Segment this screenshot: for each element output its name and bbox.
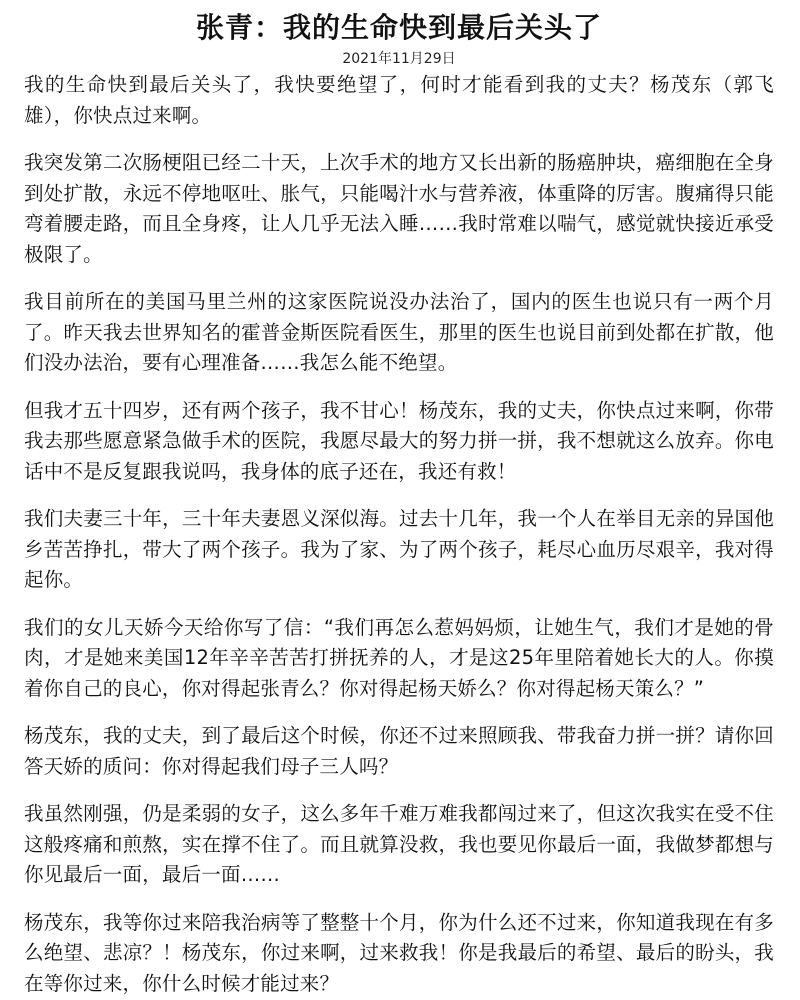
article-body <box>24 70 774 999</box>
paragraph-2: 我突发第二次肠梗阻已经二十天，上次手术的地方又长出新的肠癌肿块，癌细胞在全身到处扩散，永远不停地呕吐、胀气，只能喝汁水与营养液，体重降的厉害。腹痛得只能弯着腰走路，而且全身疼，让人几乎无法入睡……我时常难以喘气，感觉就快接近承受极限了。 <box>24 151 774 266</box>
paragraph-6: 我们的女儿天娇今天给你写了信：“我们再怎么惹妈妈烦，让她生气，我们才是她的骨肉，才是她来美国12年辛辛苦苦打拼抚养的人，才是这25年里陪着她长大的人。你摸着你自己的良心，你对得起张青么？你对得起杨天娇么？你对得起杨天策么？” <box>24 615 774 700</box>
paragraph-1: 我的生命快到最后关头了，我快要绝望了，何时才能看到我的丈夫？杨茂东（郭飞雄），你快点过来啊。 <box>24 73 774 127</box>
paragraph-8: 我虽然刚强，仍是柔弱的女子，这么多年千难万难我都闯过来了，但这次我实在受不住这般疼痛和煎熬，实在撑不住了。而且就算没救，我也要见你最后一面，我做梦都想与你见最后一面，最后一面…… <box>24 802 774 886</box>
paragraph-5: 我们夫妻三十年，三十年夫妻恩义深似海。过去十几年，我一个人在举目无亲的异国他乡苦苦挣扎，带大了两个孩子。我为了家、为了两个孩子，耗尽心血历尽艰辛，我对得起你。 <box>24 507 774 591</box>
paragraph-7: 杨茂东，我的丈夫，到了最后这个时候，你还不过来照顾我、带我奋力拼一拼？请你回答天娇的质问：你对得起我们母子三人吗？ <box>24 724 774 778</box>
paragraph-4: 但我才五十四岁，还有两个孩子，我不甘心！杨茂东，我的丈夫，你快点过来啊，你带我去那些愿意紧急做手术的医院，我愿尽最大的努力拼一拼，我不想就这么放弃。你电话中不是反复跟我说吗，我身体的底子还在，我还有救！ <box>24 398 774 483</box>
paragraph-9: 杨茂东，我等你过来陪我治病等了整整十个月，你为什么还不过来，你知道我现在有多么绝望、悲凉？！杨茂东，你过来啊，过来救我！你是我最后的希望、最后的盼头，我在等你过来，你什么时候才能过来？ <box>24 910 774 995</box>
article-date: 2021年11月29日 <box>342 51 456 67</box>
paragraph-3: 我目前所在的美国马里兰州的这家医院说没办法治了，国内的医生也说只有一两个月了。昨天我去世界知名的霍普金斯医院看医生，那里的医生也说目前到处都在扩散，他们没办法治，要有心理准备……我怎么能不绝望。 <box>24 290 774 374</box>
article-title: 张青：我的生命快到最后关头了 <box>195 11 602 44</box>
